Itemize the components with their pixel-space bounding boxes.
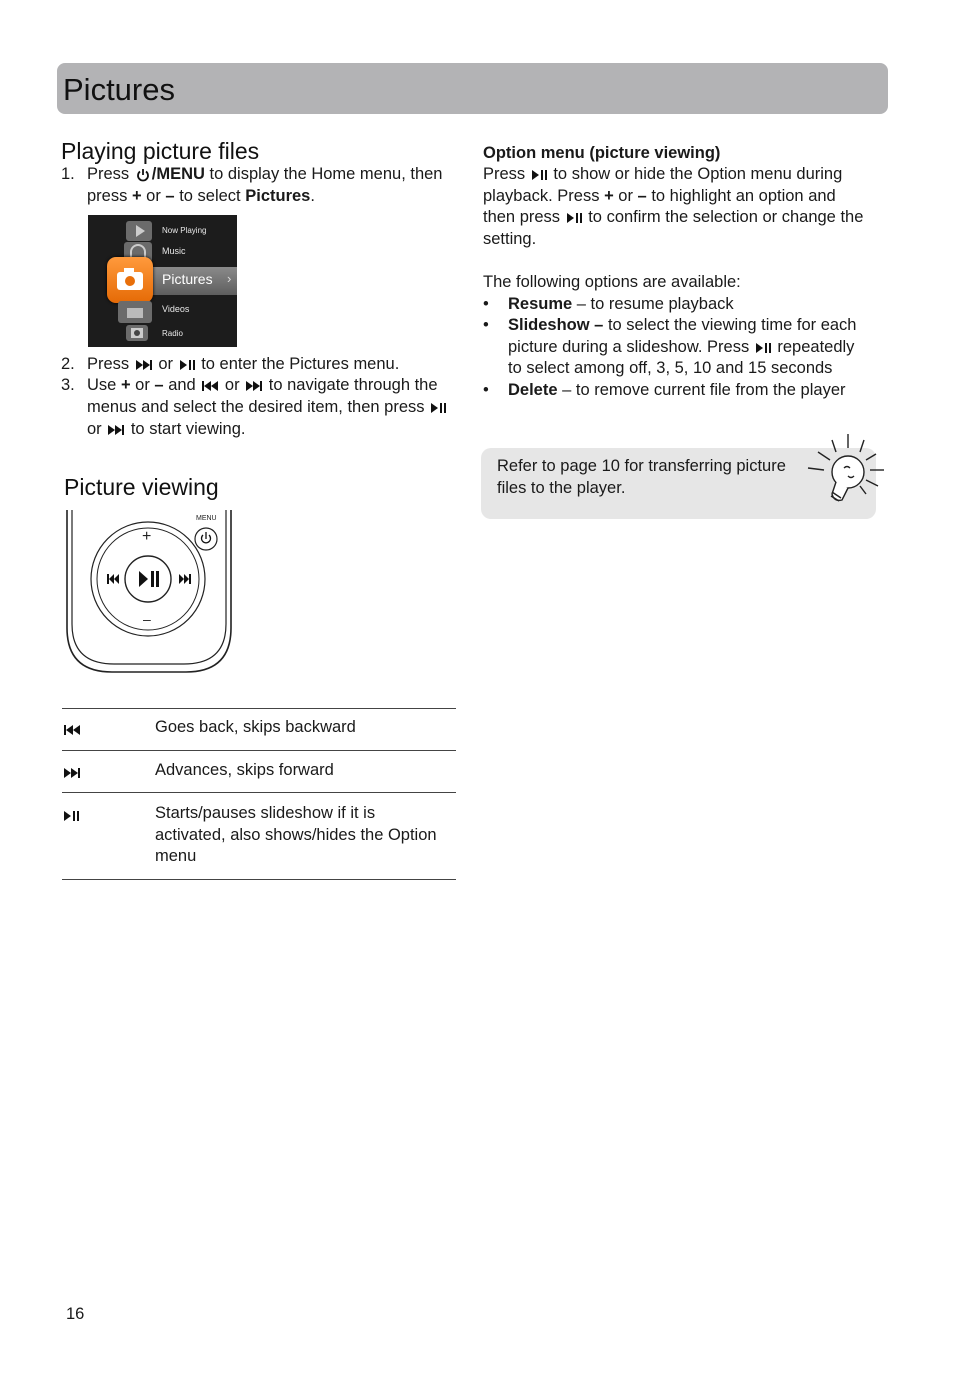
device-minus-label: – [143, 611, 151, 627]
play-pause-icon [431, 403, 446, 413]
option-para-line1: Press to show or hide the Option menu during [483, 165, 843, 183]
page-title: Pictures [63, 72, 175, 107]
device-plus-label: + [142, 528, 152, 545]
table-row-text: Advances, skips forward [155, 761, 334, 779]
table-divider [62, 879, 456, 880]
tip-text: Refer to page 10 for transferring picture files to the player. [497, 457, 786, 497]
skip-forward-icon [108, 425, 124, 435]
menu-radio: Radio [162, 329, 183, 338]
skip-forward-icon [246, 381, 262, 391]
lightbulb-icon [806, 432, 888, 514]
step3-line3: or to start viewing. [87, 420, 246, 438]
device-illustration [64, 510, 234, 676]
camera-icon [107, 257, 153, 303]
title-banner [57, 63, 888, 114]
menu-now-playing: Now Playing [162, 226, 207, 235]
step1-line2: press + or – to select Pictures. [87, 187, 315, 205]
play-pause-icon [567, 213, 582, 223]
page-number: 16 [66, 1305, 85, 1323]
skip-back-icon [64, 722, 80, 740]
step-number: 3. [61, 376, 75, 394]
options-intro: The following options are available: [483, 273, 741, 291]
power-icon [136, 168, 150, 182]
play-pause-icon [756, 343, 771, 353]
option-menu-heading: Option menu (picture viewing) [483, 144, 721, 162]
playing-heading: Playing picture files [61, 138, 260, 164]
step-number: 2. [61, 355, 75, 373]
menu-pictures: Pictures [162, 271, 213, 287]
step3-line2: menus and select the desired item, then press [87, 397, 457, 419]
option-delete: Delete – to remove current file from the player [508, 381, 846, 399]
option-para-line4: setting. [483, 230, 537, 248]
bullet: • [483, 316, 489, 334]
table-divider [62, 750, 456, 751]
option-para-line2: playback. Press + or – to highlight an option and [483, 187, 836, 205]
chevron-right-icon: › [227, 271, 232, 286]
option-slideshow-line2: picture during a slideshow. Press repeatedly [508, 338, 855, 356]
play-pause-icon [64, 808, 79, 826]
radio-icon [126, 325, 148, 341]
now-playing-icon [126, 221, 152, 241]
play-pause-icon [532, 170, 547, 180]
play-pause-icon [180, 360, 195, 370]
option-resume: Resume – to resume playback [508, 295, 734, 313]
home-menu-screenshot [88, 215, 237, 347]
table-divider [62, 708, 456, 709]
option-slideshow-line3: to select among off, 3, 5, 10 and 15 seconds [508, 359, 833, 377]
viewing-heading: Picture viewing [64, 474, 219, 500]
videos-icon [118, 301, 152, 323]
skip-forward-icon [64, 765, 80, 783]
step1-line1: Press /MENU to display the Home menu, then [87, 165, 443, 183]
menu-music: Music [162, 246, 186, 256]
step3-line1: Use + or – and or to navigate through the [87, 376, 438, 394]
skip-forward-icon [136, 360, 152, 370]
table-row-text: Goes back, skips backward [155, 718, 356, 736]
option-para-line3: then press to confirm the selection or change the [483, 208, 864, 226]
table-row-text: Starts/pauses slideshow if it is activated, also shows/hides the Option menu [155, 804, 437, 866]
table-divider [62, 792, 456, 793]
bullet: • [483, 381, 489, 399]
option-slideshow-line1: Slideshow – to select the viewing time for each [508, 316, 857, 334]
device-menu-label: MENU [196, 515, 217, 522]
skip-back-icon [202, 381, 218, 391]
step2-text: Press or to enter the Pictures menu. [87, 355, 400, 373]
bullet: • [483, 295, 489, 313]
menu-videos: Videos [162, 304, 190, 314]
step-number: 1. [61, 165, 75, 183]
